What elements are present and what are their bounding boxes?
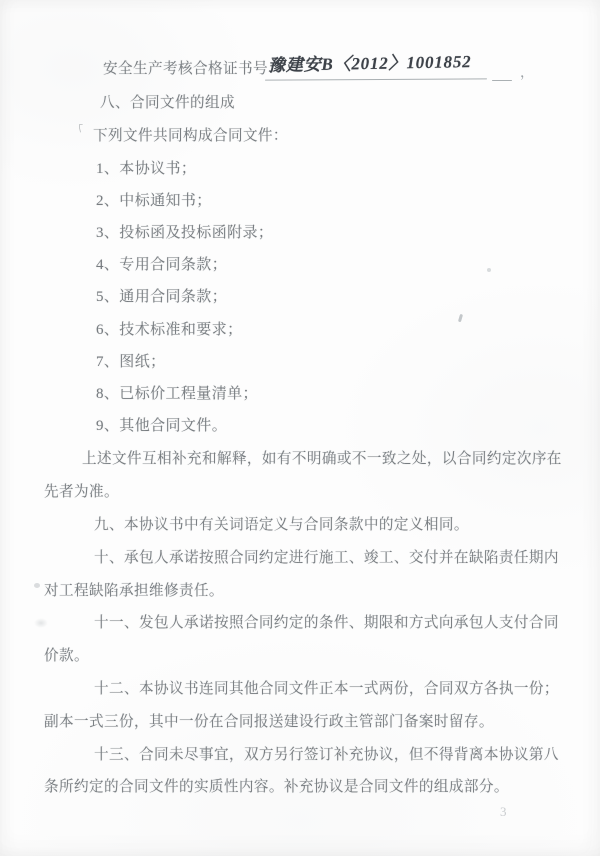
clause-11-line1: 十一、发包人承诺按照合同约定的条件、期限和方式向承包人支付合同	[94, 615, 559, 631]
clause-10-line2: 对工程缺陷承担维修责任。	[44, 583, 224, 599]
scan-speck	[34, 583, 40, 588]
scan-speck	[487, 268, 491, 272]
clause-12-line1: 十二、本协议书连同其他合同文件正本一式两份，合同双方各执一份；	[94, 681, 559, 697]
clause-13-line2: 条所约定的合同文件的实质性内容。补充协议是合同文件的组成部分。	[44, 779, 509, 795]
scan-smudge	[34, 618, 48, 628]
page-number: 3	[500, 804, 507, 819]
contract-item-3: 3、投标函及投标函附录；	[96, 225, 274, 241]
clause-9-line1: 九、本协议书中有关词语定义与合同条款中的定义相同。	[94, 517, 469, 533]
note-line-1: 上述文件互相补充和解释，如有不明确或不一致之处，以合同约定次序在	[82, 451, 562, 467]
handwriting-underline	[265, 78, 487, 81]
contract-item-5: 5、通用合同条款；	[96, 289, 228, 305]
clause-13-line1: 十三、合同未尽事宜，双方另行签订补充协议，但不得背离本协议第八	[94, 747, 559, 763]
contract-item-2: 2、中标通知书；	[96, 193, 212, 209]
contract-item-8: 8、已标价工程量清单；	[96, 386, 258, 402]
clause-10-line1: 十、承包人承诺按照合同约定进行施工、竣工、交付并在缺陷责任期内	[94, 550, 559, 566]
safety-cert-label: 安全生产考核合格证书号：	[103, 61, 283, 77]
clause-11-line2: 价款。	[44, 648, 89, 664]
stray-quote-mark: 「	[71, 123, 86, 139]
note-line-2: 先者为准。	[44, 484, 119, 500]
intro-line: 下列文件共同构成合同文件：	[93, 128, 288, 144]
scan-speck	[458, 314, 463, 322]
trailing-punctuation: ，	[520, 66, 534, 81]
contract-item-1: 1、本协议书；	[96, 161, 197, 177]
contract-item-7: 7、图纸；	[96, 354, 166, 370]
safety-cert-number-handwritten: 豫建安B〈2012〉1001852	[267, 52, 472, 75]
clause-12-line2: 副本一式三份，其中一份在合同报送建设行政主管部门备案时留存。	[44, 714, 494, 730]
contract-item-9: 9、其他合同文件。	[96, 418, 228, 434]
contract-item-4: 4、专用合同条款；	[96, 257, 228, 273]
handwriting-underline-tail	[492, 80, 512, 81]
contract-item-6: 6、技术标准和要求；	[96, 322, 243, 338]
section-heading-8: 八、合同文件的组成	[100, 95, 235, 111]
